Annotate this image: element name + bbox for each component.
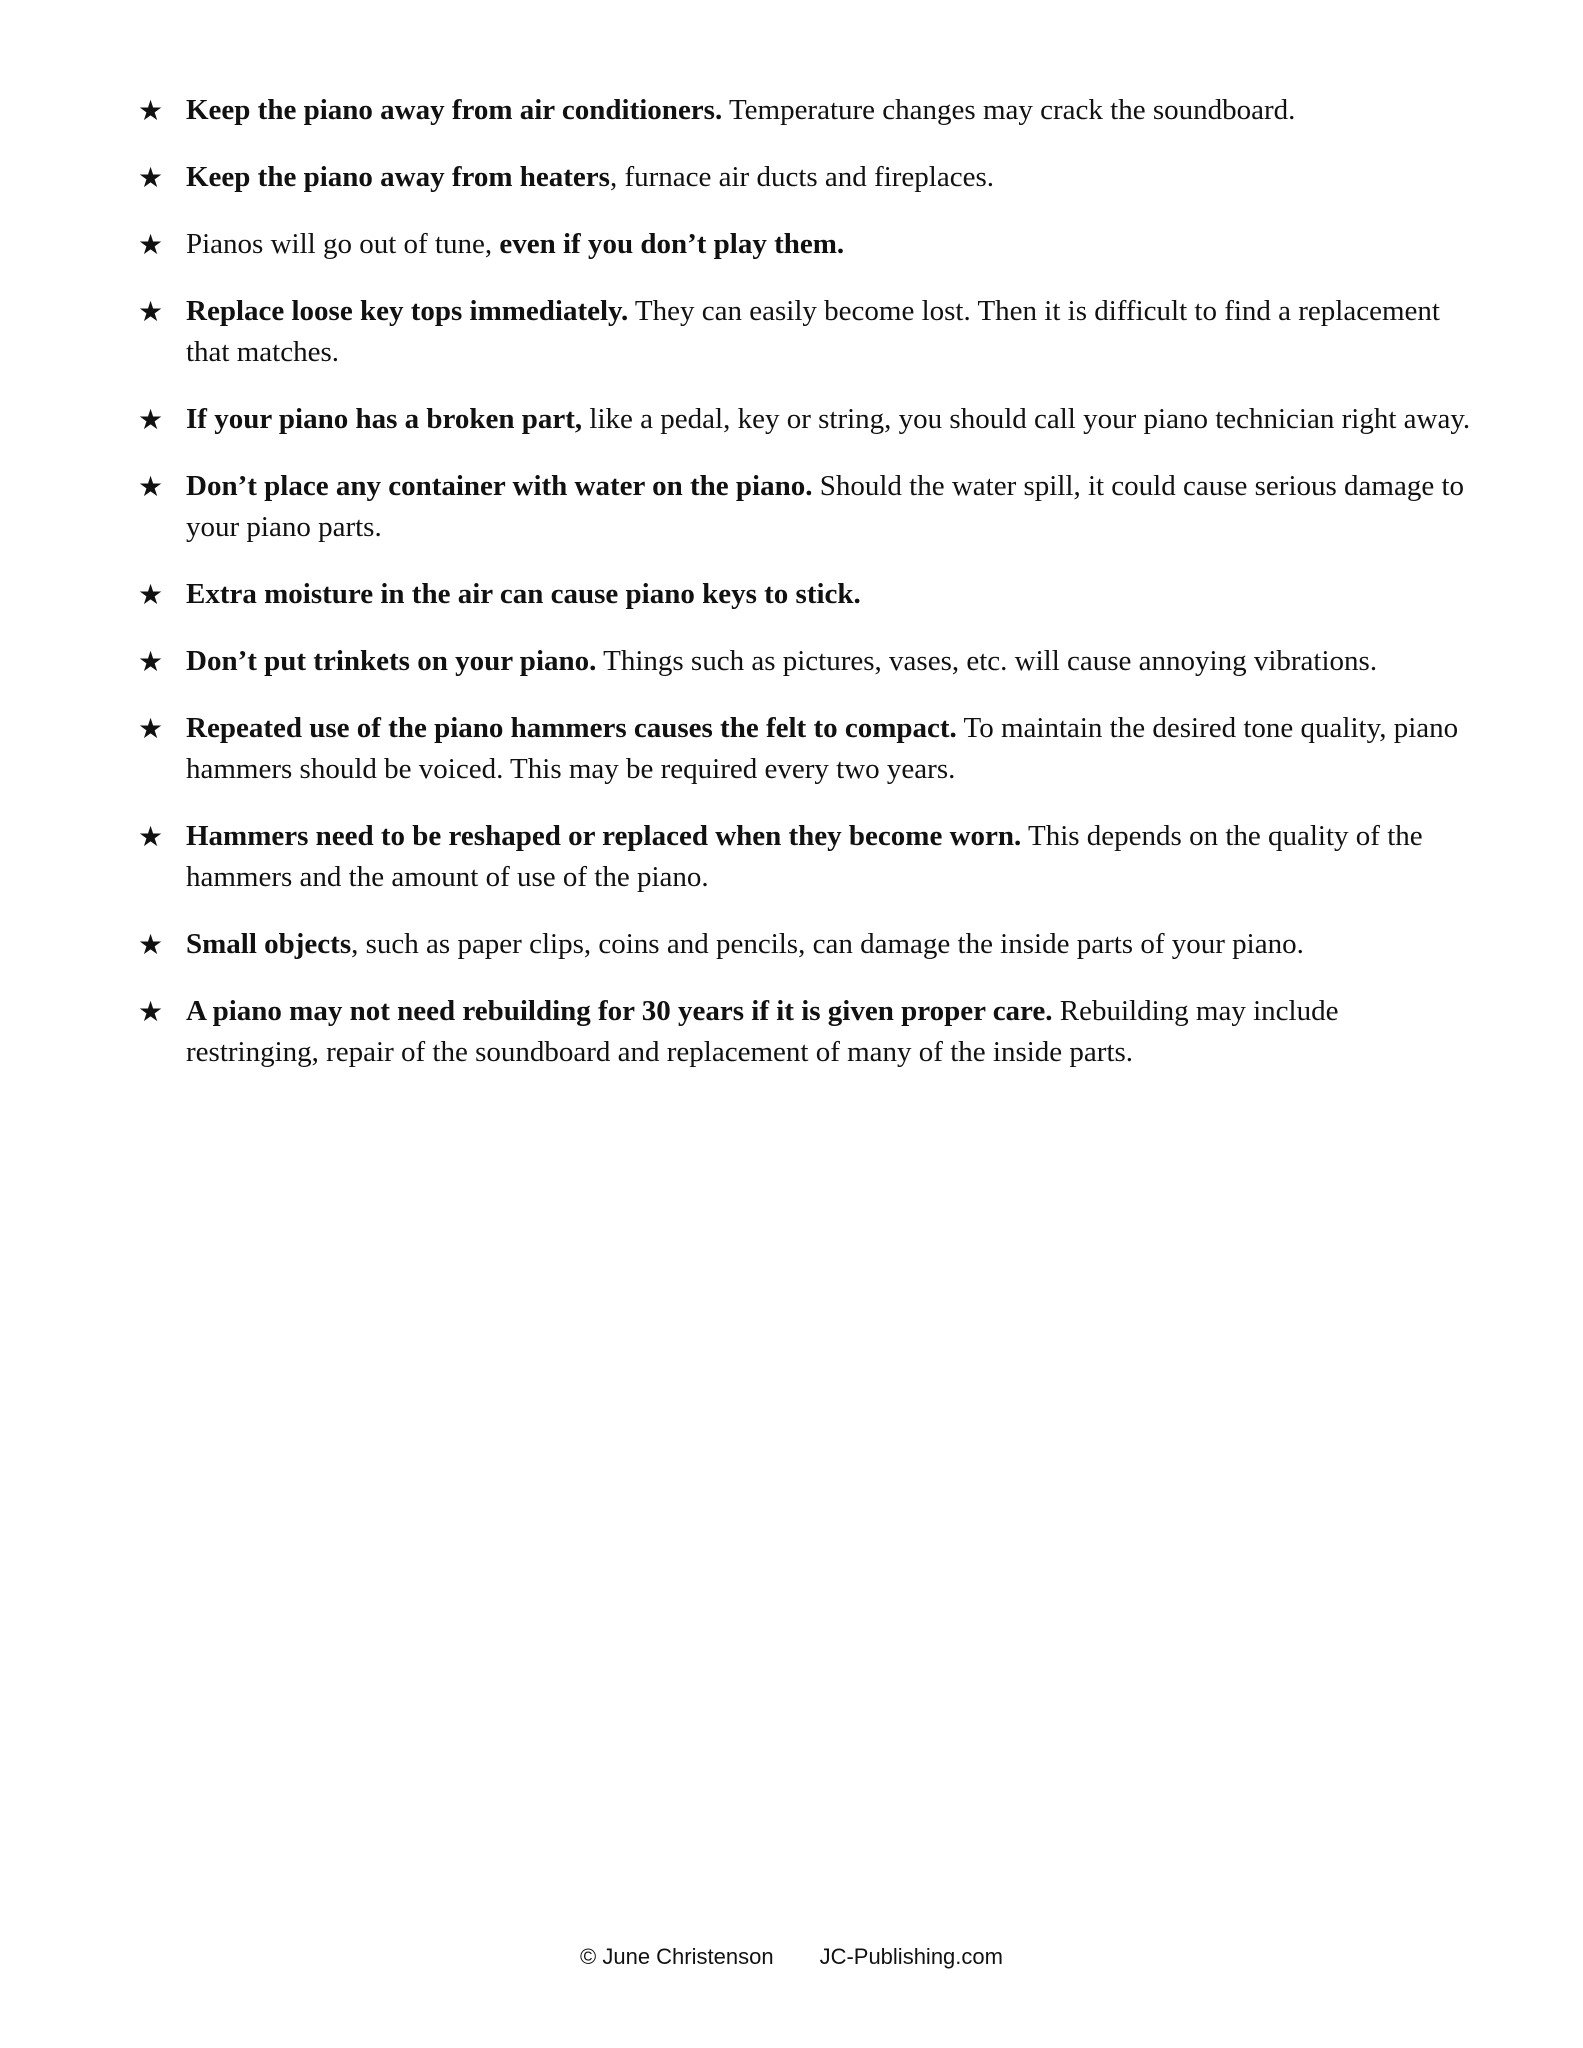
tip-bold-text: A piano may not need rebuilding for 30 years if it is given proper care. bbox=[186, 995, 1053, 1027]
star-icon: ★ bbox=[138, 820, 164, 853]
tip-bold-text: Keep the piano away from heaters bbox=[186, 161, 610, 193]
page-footer bbox=[0, 1942, 1583, 1972]
star-icon: ★ bbox=[138, 161, 164, 194]
tip-bold-text: Don’t put trinkets on your piano. bbox=[186, 645, 597, 677]
star-icon: ★ bbox=[138, 94, 164, 127]
tip-text: Should the water spill, it could cause serious damage to your piano parts. bbox=[186, 470, 1465, 543]
tip-bold-text: If your piano has a broken part, bbox=[186, 403, 583, 435]
star-icon: ★ bbox=[138, 403, 164, 436]
tip-bold-text: Extra moisture in the air can cause piano keys to stick. bbox=[186, 578, 861, 610]
list-item bbox=[136, 816, 1476, 898]
tip-text: This depends on the quality of the hammers and the amount of use of the piano. bbox=[186, 820, 1423, 893]
tip-text: , such as paper clips, coins and pencils, can damage the inside parts of your piano. bbox=[351, 928, 1304, 960]
list-item bbox=[136, 641, 1476, 682]
list-item bbox=[136, 924, 1476, 965]
star-icon: ★ bbox=[138, 578, 164, 611]
star-icon: ★ bbox=[138, 645, 164, 678]
star-icon: ★ bbox=[138, 928, 164, 961]
list-item bbox=[136, 90, 1476, 131]
copyright-text: © June Christenson bbox=[580, 1944, 774, 1969]
website-text: JC-Publishing.com bbox=[819, 1944, 1003, 1969]
tip-text: , furnace air ducts and fireplaces. bbox=[609, 161, 995, 193]
tip-bold-text: Repeated use of the piano hammers causes the felt to compact. bbox=[186, 712, 957, 744]
tip-bold-text: even if you don’t play them. bbox=[499, 228, 845, 260]
star-icon: ★ bbox=[138, 470, 164, 503]
tip-bold-text: Keep the piano away from air conditioners. bbox=[186, 94, 723, 126]
tip-text: They can easily become lost. Then it is difficult to find a replacement that matches. bbox=[186, 295, 1440, 368]
tip-text: To maintain the desired tone quality, piano hammers should be voiced. This may be required every two years. bbox=[186, 712, 1459, 785]
tip-bold-text: Hammers need to be reshaped or replaced when they become worn. bbox=[186, 820, 1022, 852]
list-item bbox=[136, 291, 1476, 373]
list-item bbox=[136, 399, 1476, 440]
tip-bold-text: Replace loose key tops immediately. bbox=[186, 295, 629, 327]
tip-bold-text: Don’t place any container with water on the piano. bbox=[186, 470, 813, 502]
list-item bbox=[136, 466, 1476, 548]
list-item bbox=[136, 157, 1476, 198]
tip-text: Rebuilding may include restringing, repair of the soundboard and replacement of many of the inside parts. bbox=[186, 995, 1339, 1068]
star-icon: ★ bbox=[138, 295, 164, 328]
list-item bbox=[136, 991, 1476, 1073]
list-item bbox=[136, 708, 1476, 790]
star-icon: ★ bbox=[138, 995, 164, 1028]
tip-lead-text: Pianos will go out of tune, bbox=[186, 228, 500, 260]
list-item bbox=[136, 224, 1476, 265]
tips-list bbox=[136, 90, 1476, 1099]
tip-text: like a pedal, key or string, you should call your piano technician right away. bbox=[582, 403, 1471, 435]
star-icon: ★ bbox=[138, 228, 164, 261]
tip-bold-text: Small objects bbox=[186, 928, 352, 960]
tip-text: Things such as pictures, vases, etc. will cause annoying vibrations. bbox=[596, 645, 1378, 677]
list-item bbox=[136, 574, 1476, 615]
star-icon: ★ bbox=[138, 712, 164, 745]
tip-text: Temperature changes may crack the soundboard. bbox=[722, 94, 1296, 126]
